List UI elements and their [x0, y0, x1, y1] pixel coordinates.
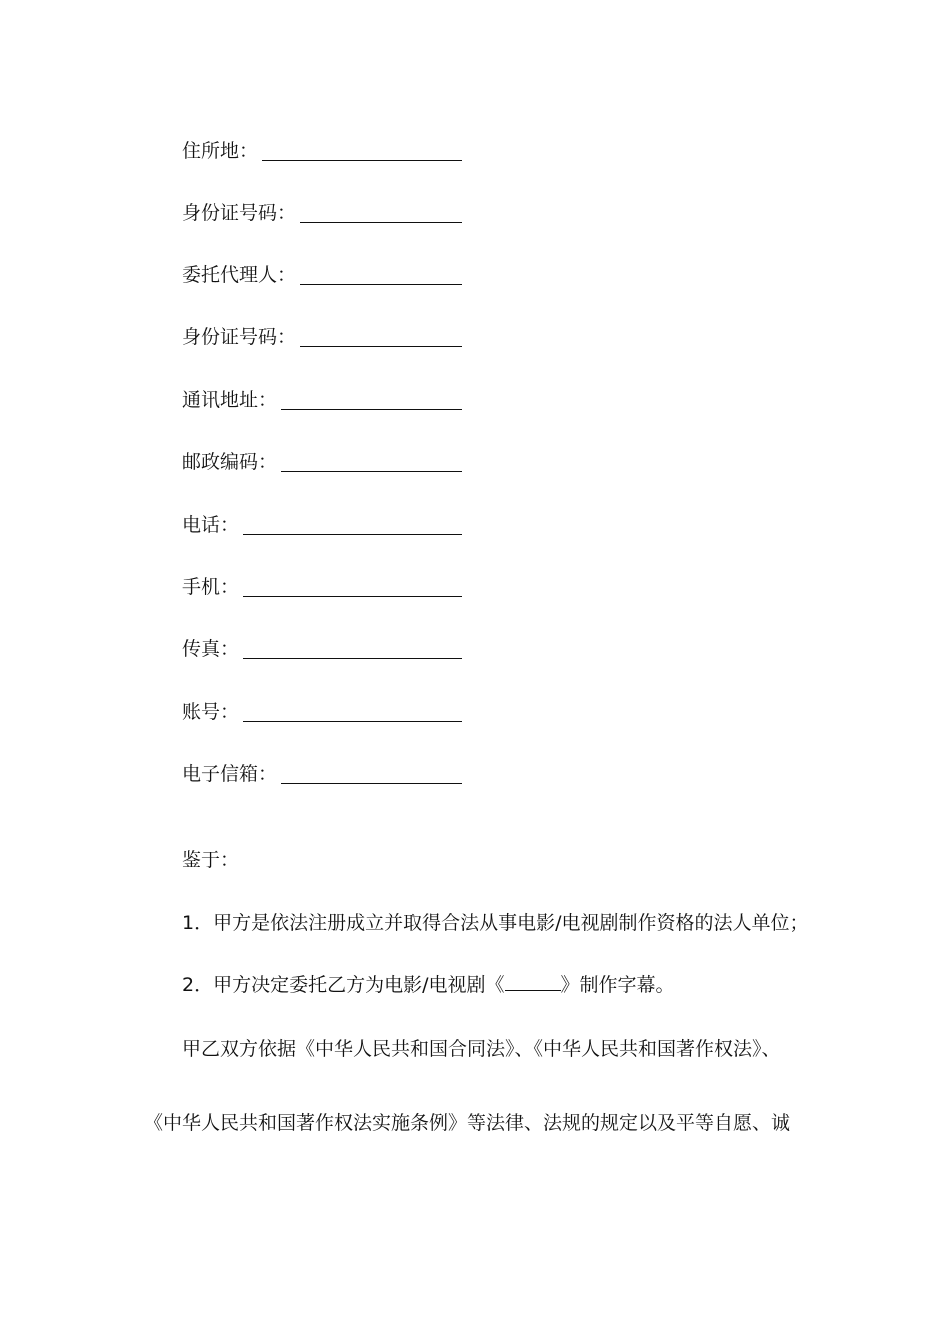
basis-line-1: 甲乙双方依据《中华人民共和国合同法》、《中华人民共和国著作权法》、	[182, 1038, 781, 1060]
field-label: 委托代理人：	[182, 264, 297, 286]
field-domicile	[182, 136, 462, 166]
fax-blank[interactable]	[243, 636, 462, 659]
basis-line-2: 《中华人民共和国著作权法实施条例》等法律、法规的规定以及平等自愿、诚	[144, 1112, 791, 1134]
mobile-blank[interactable]	[243, 574, 462, 597]
recital-item-2-suffix: 》制作字幕。	[560, 974, 675, 996]
recital-item-2-prefix: 2．甲方决定委托乙方为电影/电视剧《	[182, 974, 505, 996]
field-label: 身份证号码：	[182, 326, 297, 348]
phone-blank[interactable]	[243, 512, 462, 535]
address-blank[interactable]	[281, 387, 462, 410]
field-label: 手机：	[182, 576, 240, 598]
account-blank[interactable]	[243, 699, 462, 722]
field-fax	[182, 634, 462, 664]
field-agent	[182, 260, 462, 290]
field-label: 住所地：	[182, 140, 259, 162]
agent-id-number-blank[interactable]	[300, 324, 462, 347]
field-phone	[182, 510, 462, 540]
field-label: 身份证号码：	[182, 202, 297, 224]
field-label: 通讯地址：	[182, 389, 278, 411]
domicile-blank[interactable]	[262, 138, 462, 161]
field-label: 电话：	[182, 514, 240, 536]
field-postcode	[182, 447, 462, 477]
field-mobile	[182, 572, 462, 602]
field-label: 邮政编码：	[182, 451, 278, 473]
agent-blank[interactable]	[300, 262, 462, 285]
field-account	[182, 697, 462, 727]
id-number-blank[interactable]	[300, 200, 462, 223]
field-label: 账号：	[182, 701, 240, 723]
field-email	[182, 759, 462, 789]
field-label: 电子信箱：	[182, 763, 278, 785]
field-label: 传真：	[182, 638, 240, 660]
email-blank[interactable]	[281, 761, 462, 784]
recital-item-1: 1．甲方是依法注册成立并取得合法从事电影/电视剧制作资格的法人单位；	[182, 912, 809, 934]
field-address	[182, 385, 462, 415]
title-blank[interactable]	[505, 970, 561, 991]
field-id-number	[182, 198, 462, 228]
recital-item-2	[182, 970, 675, 1000]
recital-heading: 鉴于：	[182, 849, 240, 871]
field-agent-id-number	[182, 322, 462, 352]
postcode-blank[interactable]	[281, 449, 462, 472]
